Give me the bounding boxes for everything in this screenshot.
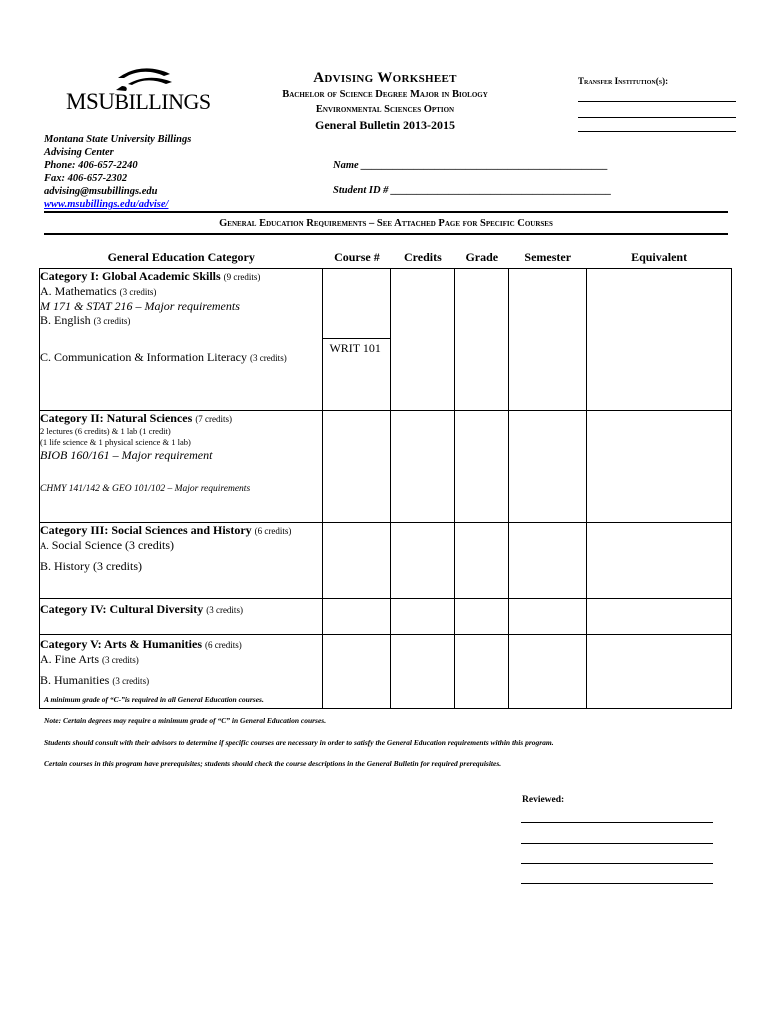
reviewed-label: Reviewed: [522,795,565,805]
contact-phone: Phone: 406-657-2240 [44,160,138,171]
cell-course[interactable] [323,411,391,523]
reviewed-line-2[interactable] [521,843,713,844]
category-4-cell: Category IV: Cultural Diversity (3 credits) [40,599,323,635]
bulletin-title: General Bulletin 2013-2015 [315,118,455,132]
cell-credits[interactable] [391,269,455,411]
cell-grade[interactable] [455,411,509,523]
cell-equivalent[interactable] [587,523,732,599]
category-1-cell: Category I: Global Academic Skills (9 credits) A. Mathematics (3 credits) M 171 & STAT 216 – Major requirements B. English (3 credits) C. Communication & Information Literacy (3 credits) [40,269,323,411]
category-3-cell: Category III: Social Sciences and History (6 credits) A. Social Science (3 credits) B. History (3 credits) [40,523,323,599]
note-min-grade: A minimum grade of “C-”is required in all General Education courses. [44,695,264,704]
cell-semester[interactable] [509,269,587,411]
transfer-line-3[interactable] [578,131,736,132]
cell-equivalent[interactable] [587,411,732,523]
cell-course[interactable] [323,339,391,411]
cell-course[interactable] [323,523,391,599]
cell-grade[interactable] [455,523,509,599]
transfer-label: Transfer Institution(s): [578,76,669,86]
cell-semester[interactable] [509,411,587,523]
degree-title: Bachelor of Science Degree Major in Biology [282,89,488,100]
category-2-cell: Category II: Natural Sciences (7 credits) 2 lectures (6 credits) & 1 lab (1 credit) (1 life science & 1 physical science & 1 lab) BIOB 160/161 – Major requirement CHMY 141/142 & GEO 101/102 – Major requirements [40,411,323,523]
divider-bottom [44,233,728,235]
table-row [40,411,732,523]
course-writ-101: WRIT 101 [329,341,381,355]
transfer-line-1[interactable] [578,101,736,102]
reviewed-line-3[interactable] [521,863,713,864]
reviewed-line-4[interactable] [521,883,713,884]
option-title: Environmental Sciences Option [315,104,455,115]
page-title: Advising Worksheet [313,70,457,86]
logo-wordmark: MSUBILLINGS [66,89,211,114]
contact-org: Montana State University Billings [44,134,192,145]
contact-block [44,133,191,211]
cell-semester[interactable] [509,599,587,635]
cell-course[interactable] [323,599,391,635]
requirements-table [39,246,732,709]
col-category: General Education Category [107,249,255,264]
col-equivalent: Equivalent [631,249,688,264]
name-field[interactable]: Name _______________________________________________ [333,160,609,171]
transfer-line-2[interactable] [578,117,736,118]
note-certain-degrees: Note: Certain degrees may require a minimum grade of “C” in General Education courses. [44,716,327,725]
cell-credits[interactable] [391,411,455,523]
divider-top [44,211,728,213]
cell-grade[interactable] [455,599,509,635]
table-header-row [40,246,732,269]
col-semester: Semester [524,249,572,264]
col-grade: Grade [465,249,499,264]
section-title: General Education Requirements – See Attached Page for Specific Courses [219,218,553,229]
cell-credits[interactable] [391,523,455,599]
cell-credits[interactable] [391,599,455,635]
cell-course[interactable] [323,269,391,339]
msu-billings-logo [66,64,216,114]
table-row [40,523,732,599]
cell-grade[interactable] [455,269,509,411]
col-credits: Credits [403,249,442,264]
col-course: Course # [334,249,380,264]
cell-equivalent[interactable] [587,269,732,411]
cell-equivalent[interactable] [587,599,732,635]
advising-link[interactable]: www.msubillings.edu/advise/ [44,199,169,210]
student-id-field[interactable]: Student ID # __________________________________________ [333,185,612,196]
contact-fax: Fax: 406-657-2302 [44,173,128,184]
cell-semester[interactable] [509,523,587,599]
table-row [40,269,732,339]
reviewed-line-1[interactable] [521,822,713,823]
contact-email: advising@msubillings.edu [44,186,158,197]
swoosh-icon [114,64,174,92]
category-5-cell: Category V: Arts & Humanities (6 credits) A. Fine Arts (3 credits) B. Humanities (3 credits) [40,635,323,709]
table-row [40,599,732,635]
note-prerequisites: Certain courses in this program have prerequisites; students should check the course descriptions in the General Bulletin for required prerequisites. [44,759,502,768]
title-block [230,70,540,133]
contact-dept: Advising Center [44,147,114,158]
note-consult-advisors: Students should consult with their advisors to determine if specific courses are necessary in order to satisfy the General Education requirements within this program. [44,738,554,747]
